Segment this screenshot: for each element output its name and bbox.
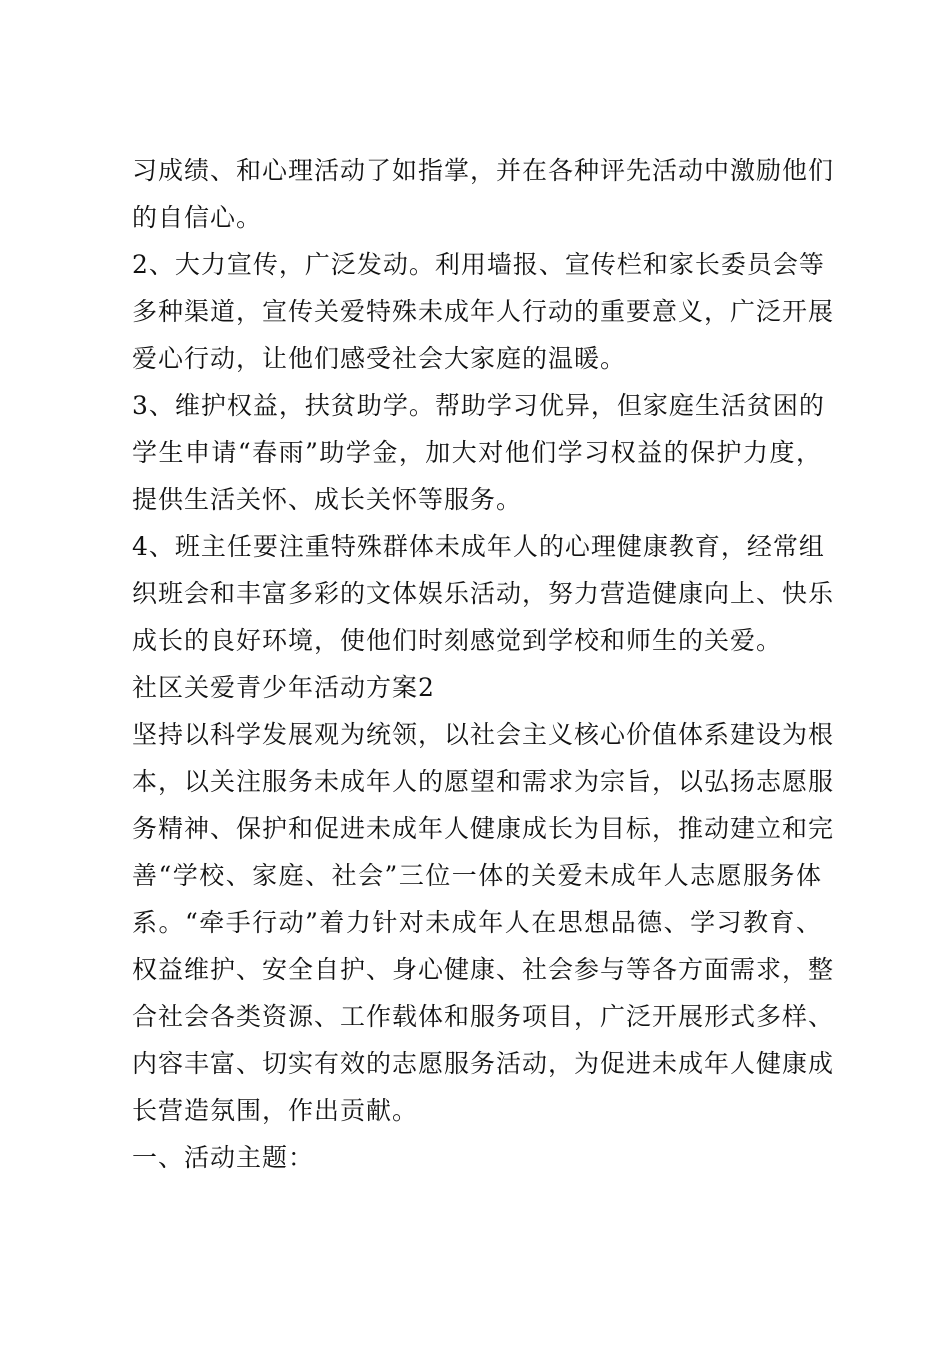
text-line: 本，以关注服务未成年人的愿望和需求为宗旨，以弘扬志愿服: [132, 767, 835, 796]
text-line: 4、班主任要注重特殊群体未成年人的心理健康教育，经常组: [132, 532, 825, 561]
text-line: 织班会和丰富多彩的文体娱乐活动，努力营造健康向上、快乐: [132, 579, 835, 608]
text-line: 长营造氛围，作出贡献。: [132, 1096, 419, 1125]
document-body: [132, 147, 835, 1181]
text-line: 坚持以科学发展观为统领，以社会主义核心价值体系建设为根: [132, 720, 835, 749]
text-line: 学生申请“春雨”助学金，加大对他们学习权益的保护力度，: [132, 438, 822, 467]
text-line: 多种渠道，宣传关爱特殊未成年人行动的重要意义，广泛开展: [132, 297, 835, 326]
section-heading: 社区关爱青少年活动方案2: [132, 673, 435, 702]
text-line: 善“学校、家庭、社会”三位一体的关爱未成年人志愿服务体: [132, 861, 822, 890]
text-line: 2、大力宣传，广泛发动。利用墙报、宣传栏和家长委员会等: [132, 250, 825, 279]
text-line: 习成绩、和心理活动了如指掌，并在各种评先活动中激励他们: [132, 156, 835, 185]
section-heading: 一、活动主题：: [132, 1143, 315, 1172]
text-line: 务精神、保护和促进未成年人健康成长为目标，推动建立和完: [132, 814, 835, 843]
text-line: 成长的良好环境，使他们时刻感觉到学校和师生的关爱。: [132, 626, 783, 655]
text-line: 合社会各类资源、工作载体和服务项目，广泛开展形式多样、: [132, 1002, 835, 1031]
text-line: 权益维护、安全自护、身心健康、社会参与等各方面需求，整: [132, 955, 835, 984]
text-line: 内容丰富、切实有效的志愿服务活动，为促进未成年人健康成: [132, 1049, 835, 1078]
text-line: 提供生活关怀、成长关怀等服务。: [132, 485, 523, 514]
text-line: 系。“牵手行动”着力针对未成年人在思想品德、学习教育、: [132, 908, 822, 937]
text-line: 的自信心。: [132, 203, 263, 232]
text-line: 爱心行动，让他们感受社会大家庭的温暖。: [132, 344, 627, 373]
text-line: 3、维护权益，扶贫助学。帮助学习优异，但家庭生活贫困的: [132, 391, 825, 420]
